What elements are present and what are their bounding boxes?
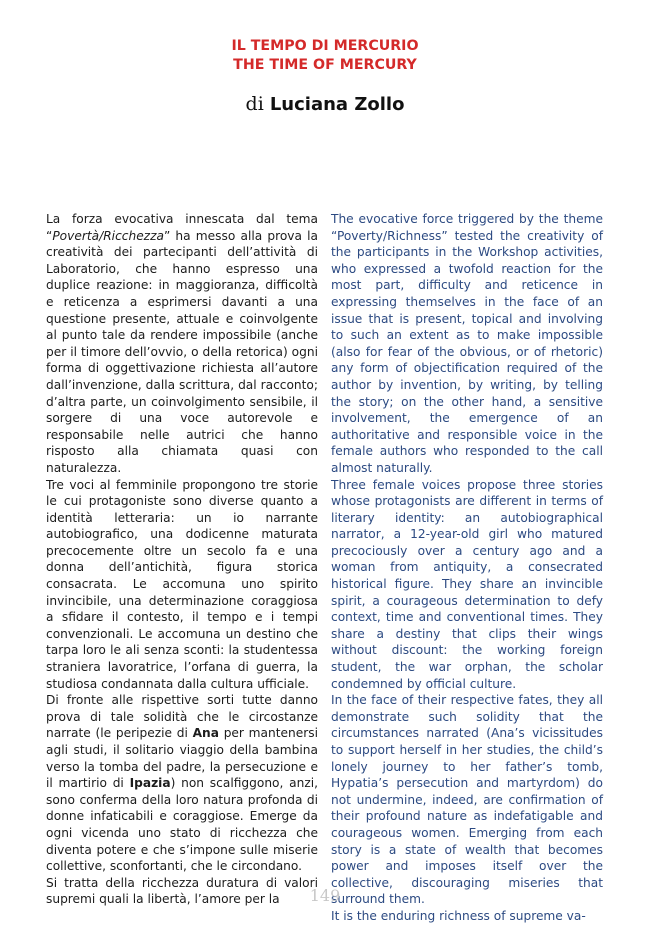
english-paragraph-4: It is the enduring richness of supreme va- <box>331 908 586 923</box>
author-prefix: di <box>245 93 264 115</box>
italian-paragraph-4: Si tratta della ricchezza duratura di valori supremi quali la libertà, l’amore per la <box>46 875 318 907</box>
english-paragraph-3: In the face of their respective fates, they all demonstrate such solidity that the circumstances narrated (Ana’s vicissitudes to support herself in her studies, the child’s lonely journey to her father’s tomb, Hypatia’s persecution and martyrdom) do not undermine, indeed, are confirmation of their profound nature as indefatigable and courageous women. Emerging from each story is a state of wealth that becomes power and imposes itself over the collective, discouraging miseries that surround them. <box>331 693 603 907</box>
english-paragraph-2: Three female voices propose three stories whose protagonists are different in terms of literary identity: an autobiographical narrator, a 12-year-old girl who matured precociously over a century ago and a woman from antiquity, a consecrated historical figure. They share an invincible spirit, a courageous determination to defy context, time and conventional times. They share a destiny that clips their wings without discount: the working foreign student, the war orphan, the scholar condemned by official culture. <box>331 477 603 691</box>
italian-p1-start: La forza evocativa innescata dal tema “ <box>46 212 318 243</box>
english-column <box>331 211 603 925</box>
name-ana-bold: Ana <box>192 726 219 741</box>
italian-p3-end: ) non scalfiggono, anzi, sono conferma della loro natura profonda di donne infaticabili e coraggiose. Emerge da ogni vicenda uno stato di ricchezza che diventa potere e che s’impone sulle miserie collettive, sconfortanti, che le circondano. <box>46 776 319 874</box>
english-paragraph-1: The evocative force triggered by the theme “Poverty/Richness” tested the creativity of the participants in the Workshop activities, who expressed a twofold reaction for the most part, difficulty and reticence in expressing themselves in the face of an issue that is present, topical and involving to such an extent as to make impossible (also for fear of the obvious, or of rhetoric) any form of objectification required of the author by invention, by writing, by telling the story; on the other hand, a sensitive involvement, the emergence of an authoritative and responsible voice in the female authors who responded to the call almost naturally. <box>331 212 603 475</box>
italian-paragraph-2: Tre voci al femminile propongono tre storie le cui protagoniste sono diverse quanto a identità letteraria: un io narrante autobiografico, una dodicenne maturata precocemente oltre un secolo fa e una donna dell’antichità, figura storica consacrata. Le accomuna uno spirito invincibile, una determinazione coraggiosa a sfidare il contesto, il tempo e i tempi convenzionali. Le accomuna un destino che tarpa loro le ali senza sconti: la studentessa straniera lavoratrice, l’orfana di guerra, la studiosa condannata dalla cultura ufficiale. <box>46 477 318 691</box>
italian-p1-end: ” ha messo alla prova la creatività dei partecipanti dell’attività di Laboratorio, che hanno espresso una duplice reazione: in maggioranza, difficoltà e reticenza a esprimersi davanti a una questione presente, attuale e coinvolgente al punto tale da rendere impossibile (anche per il timore dell’ovvio, o della retorica) ogni forma di oggettivazione richiesta all’autore dall’invenzione, dalla scrittura, dal racconto; d’altra parte, un coinvolgimento sensibile, il sorgere di una voce autorevole e responsabile nelle autrici che hanno risposto alla chiamata quasi con naturalezza. <box>46 228 318 475</box>
italian-column <box>46 211 318 908</box>
italian-p3-middle: per mantenersi agli studi, il solitario viaggio della bambina verso la tomba del padre, la persecuzione e il martirio di <box>46 726 318 791</box>
page-number: 149 <box>309 886 341 905</box>
italian-paragraph-3 <box>46 692 318 875</box>
name-ipazia-bold: Ipazia <box>129 776 171 791</box>
title-english: THE TIME OF MERCURY <box>233 57 417 73</box>
author-byline <box>0 92 650 117</box>
author-name: Luciana Zollo <box>269 94 405 115</box>
italian-paragraph-1 <box>46 211 318 477</box>
title-italian: IL TEMPO DI MERCURIO <box>231 38 419 54</box>
article-title <box>0 37 650 75</box>
italian-p3-start: Di fronte alle rispettive sorti tutte danno prova di tale solidità che le circostanze narrate (le peripezie di <box>46 693 318 741</box>
italian-theme-italic: Povertà/Ricchezza <box>52 228 164 243</box>
